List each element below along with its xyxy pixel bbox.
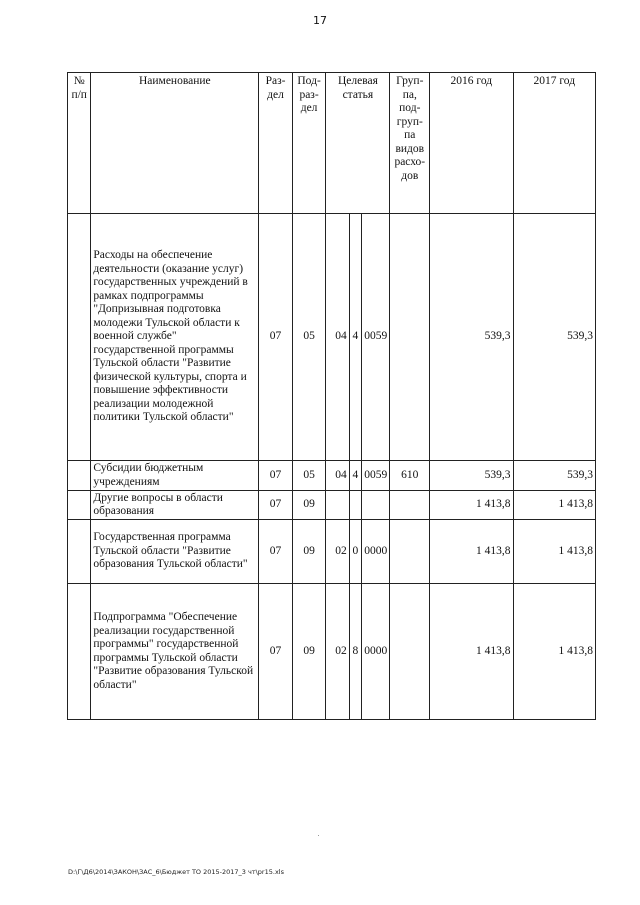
row-name: Другие вопросы в области образования	[91, 491, 259, 520]
row-podrazdel: 09	[292, 491, 326, 520]
row-expense-group	[390, 584, 430, 720]
row-target-program: 04	[326, 214, 349, 461]
row-num	[68, 491, 91, 520]
table-row	[68, 461, 596, 491]
row-name: Субсидии бюджетным учреждениям	[91, 461, 259, 491]
row-num	[68, 584, 91, 720]
row-target-direction: 0059	[361, 214, 390, 461]
row-num	[68, 214, 91, 461]
header-podrazdel: Под-раз-дел	[292, 73, 326, 214]
header-2017: 2017 год	[513, 73, 595, 214]
row-target-subprogram: 4	[349, 461, 361, 491]
row-podrazdel: 05	[292, 214, 326, 461]
row-2017: 1 413,8	[513, 491, 595, 520]
row-expense-group	[390, 491, 430, 520]
header-num: № п/п	[68, 73, 91, 214]
file-path-footer: D:\Г\Д6\2014\ЗАКОН\ЗАС_6\Бюджет ТО 2015-2017_3 чт\pr15.xls	[68, 868, 284, 876]
row-2016: 1 413,8	[430, 584, 513, 720]
header-2016: 2016 год	[430, 73, 513, 214]
budget-table	[67, 72, 596, 720]
header-expense-group: Груп-па, под-груп-па видов расхо-дов	[390, 73, 430, 214]
row-podrazdel: 05	[292, 461, 326, 491]
row-razdel: 07	[259, 214, 293, 461]
row-name: Государственная программа Тульской области "Развитие образования Тульской области"	[91, 520, 259, 584]
row-num	[68, 520, 91, 584]
row-target-program	[326, 491, 349, 520]
row-target-subprogram: 4	[349, 214, 361, 461]
table-row	[68, 584, 596, 720]
row-razdel: 07	[259, 461, 293, 491]
row-razdel: 07	[259, 520, 293, 584]
row-expense-group	[390, 214, 430, 461]
row-target-program: 04	[326, 461, 349, 491]
row-num	[68, 461, 91, 491]
row-2016: 539,3	[430, 214, 513, 461]
row-razdel: 07	[259, 584, 293, 720]
row-target-direction: 0059	[361, 461, 390, 491]
table-header	[68, 73, 596, 214]
row-expense-group	[390, 520, 430, 584]
row-target-subprogram	[349, 491, 361, 520]
row-2016: 1 413,8	[430, 520, 513, 584]
row-target-subprogram: 8	[349, 584, 361, 720]
row-2016: 539,3	[430, 461, 513, 491]
row-podrazdel: 09	[292, 520, 326, 584]
row-target-direction: 0000	[361, 584, 390, 720]
row-target-subprogram: 0	[349, 520, 361, 584]
row-target-program: 02	[326, 520, 349, 584]
row-2017: 1 413,8	[513, 520, 595, 584]
scan-speck	[318, 835, 319, 836]
table-row	[68, 214, 596, 461]
table-row	[68, 520, 596, 584]
row-expense-group: 610	[390, 461, 430, 491]
page-number: 17	[313, 14, 327, 27]
row-target-direction: 0000	[361, 520, 390, 584]
header-name: Наименование	[91, 73, 259, 214]
row-podrazdel: 09	[292, 584, 326, 720]
row-name: Подпрограмма "Обеспечение реализации государственной программы" государственной программы Тульской области "Развитие образования Тульской области"	[91, 584, 259, 720]
row-2017: 1 413,8	[513, 584, 595, 720]
header-target-article: Целевая статья	[326, 73, 390, 214]
row-target-direction	[361, 491, 390, 520]
table-row	[68, 491, 596, 520]
row-razdel: 07	[259, 491, 293, 520]
row-2017: 539,3	[513, 214, 595, 461]
row-2017: 539,3	[513, 461, 595, 491]
row-name: Расходы на обеспечение деятельности (оказание услуг) государственных учреждений в рамках подпрограммы "Допризывная подготовка молодежи Тульской области к военной службе" государственной программы Тульской области "Развитие физической культуры, спорта и повышение эффективности реализации молодежной политики Тульской области"	[91, 214, 259, 461]
row-target-program: 02	[326, 584, 349, 720]
row-2016: 1 413,8	[430, 491, 513, 520]
header-razdel: Раз-дел	[259, 73, 293, 214]
